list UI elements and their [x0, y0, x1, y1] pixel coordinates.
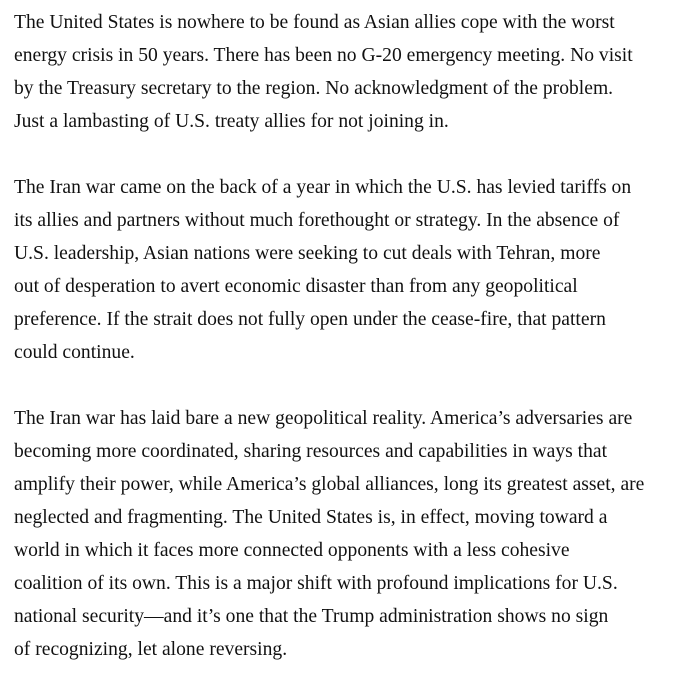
text-line: out of desperation to avert economic disaster than from any geopolitical	[14, 276, 578, 297]
text-line: national security—and it’s one that the Trump administration shows no sign	[14, 606, 609, 627]
text-line: neglected and fragmenting. The United States is, in effect, moving toward a	[14, 507, 608, 528]
text-line: The Iran war came on the back of a year in which the U.S. has levied tariffs on	[14, 177, 632, 198]
text-line: U.S. leadership, Asian nations were seeking to cut deals with Tehran, more	[14, 243, 601, 264]
text-line: becoming more coordinated, sharing resources and capabilities in ways that	[14, 441, 608, 462]
text-line: preference. If the strait does not fully open under the cease-fire, that pattern	[14, 309, 606, 330]
text-line: The Iran war has laid bare a new geopolitical reality. America’s adversaries are	[14, 408, 633, 429]
text-line: energy crisis in 50 years. There has been no G-20 emergency meeting. No visit	[14, 45, 633, 66]
text-line: could continue.	[14, 342, 135, 363]
text-line: amplify their power, while America’s global alliances, long its greatest asset, are	[14, 474, 645, 495]
text-line: world in which it faces more connected opponents with a less cohesive	[14, 540, 570, 561]
text-line: by the Treasury secretary to the region. No acknowledgment of the problem.	[14, 78, 614, 99]
text-line: The United States is nowhere to be found as Asian allies cope with the worst	[14, 12, 615, 33]
text-line: of recognizing, let alone reversing.	[14, 639, 288, 660]
text-line: coalition of its own. This is a major shift with profound implications for U.S.	[14, 573, 618, 594]
text-line: Just a lambasting of U.S. treaty allies for not joining in.	[14, 111, 449, 132]
paragraph-3	[14, 402, 682, 666]
paragraph-1	[14, 6, 682, 138]
article-body	[14, 6, 682, 699]
text-line: its allies and partners without much forethought or strategy. In the absence of	[14, 210, 620, 231]
paragraph-2	[14, 171, 682, 369]
